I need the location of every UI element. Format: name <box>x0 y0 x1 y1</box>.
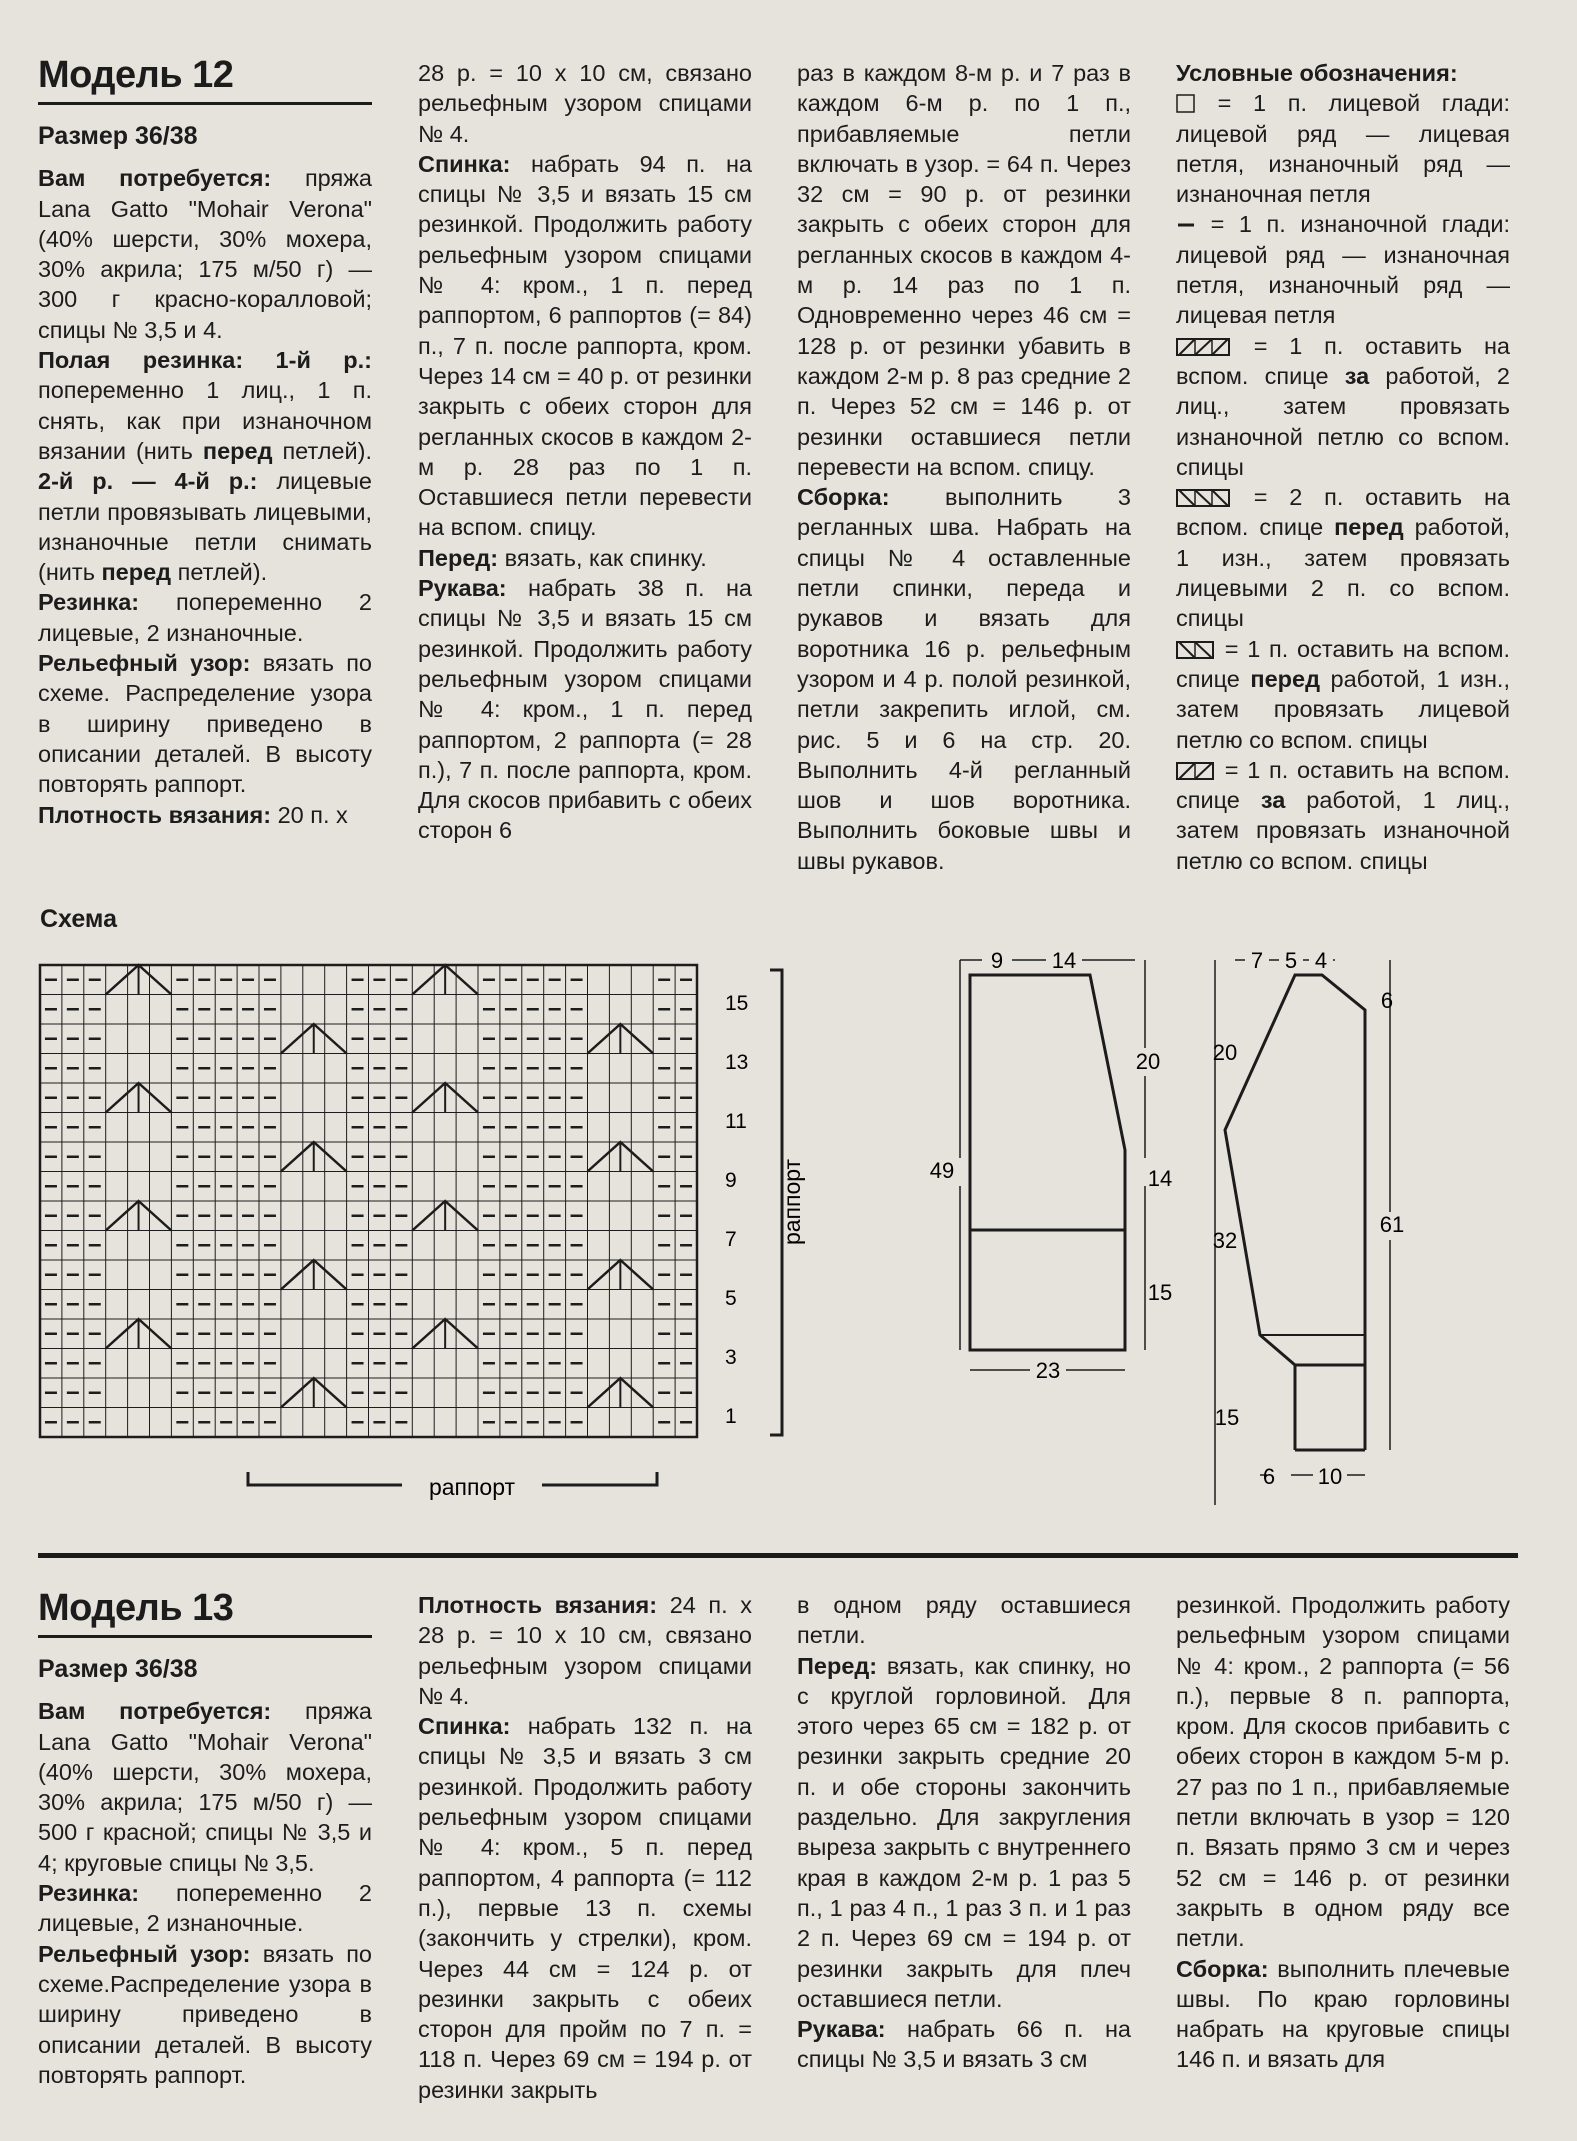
paragraph <box>38 1696 372 1878</box>
model12-size: Размер 36/38 <box>38 122 198 150</box>
paragraph-heading: Перед: <box>418 544 499 571</box>
legend-item <box>1176 634 1510 755</box>
schema-label: Схема <box>40 905 117 933</box>
body-schematic <box>900 930 1200 1400</box>
legend-item <box>1176 482 1510 633</box>
legend-item <box>1176 209 1510 330</box>
row-numbers <box>725 992 748 1428</box>
body-dim-top-left: 9 <box>990 948 1004 973</box>
paragraph <box>38 345 372 587</box>
paragraph-heading: Плотность вязания: <box>38 801 272 828</box>
legend-item <box>1176 331 1510 482</box>
paragraph-heading: Полая резинка: 1-й р.: <box>38 347 372 374</box>
paragraph <box>797 1590 1131 1651</box>
row-number: 7 <box>725 1227 737 1251</box>
paragraph-text: раз в каждом 8-м р. и 7 раз в каждом 6-м р. по 1 п., прибавляемые петли включать в узор. = 64 п. Через 32 см = 90 р. от резинки закрыть с обеих сторон для регланных скосов в каждом 4-м р. 14 раз по 1 п. Одновременно через 46 см = 128 р. от резинки убавить в каждом 2-м р. 8 раз средние 2 п. Через 52 см = 146 р. от резинки оставшиеся петли перевести на вспом. спицу. <box>797 60 1131 480</box>
row-number: 5 <box>725 1286 737 1310</box>
model12-col2 <box>418 58 752 846</box>
paragraph-heading: Рельефный узор: <box>38 650 251 677</box>
sleeve-dim-raglan: 20 <box>1212 1040 1238 1065</box>
paragraph-text: выполнить 3 регланных шва. Набрать на спицы № 4 оставленные петли спинки, переда и рукавов и вязать для воротника 16 р. рельефным узором и 4 р. полой резинкой, петли закрепить иглой, см. рис. 5 и 6 на стр. 20. Выполнить 4-й регланный шов и шов воротника. Выполнить боковые швы и швы рукавов. <box>797 484 1131 874</box>
paragraph <box>418 573 752 846</box>
section-divider <box>38 1553 1518 1558</box>
legend-text: = 1 п. оставить на вспом. спице за работой, 2 лиц., затем провязать изнаночной петлю со вспом. спицы <box>1176 332 1510 480</box>
paragraph-text: вязать, как спинку. <box>498 544 707 571</box>
model13-col1-text <box>38 1696 372 2090</box>
model12-col1 <box>38 52 372 830</box>
model13-size: Размер 36/38 <box>38 1655 198 1683</box>
sleeve-dim-bottom-b: 10 <box>1317 1464 1343 1489</box>
paragraph <box>797 1651 1131 2015</box>
paragraph-text: попеременно 2 лицевые, 2 изнаночные. <box>38 1880 372 1937</box>
paragraph-heading: Резинка: <box>38 1880 140 1907</box>
paragraph-text: набрать 66 п. на спицы № 3,5 и вязать 3 см <box>797 2016 1131 2073</box>
paragraph <box>38 163 372 345</box>
model13-col4 <box>1176 1590 1510 2075</box>
paragraph <box>38 1878 372 1939</box>
paragraph-heading: Плотность вязания: <box>418 1592 658 1618</box>
body-dim-mid: 14 <box>1147 1166 1173 1191</box>
sleeve-dim-total: 61 <box>1379 1212 1405 1237</box>
paragraph-text: вязать, как спинку, но с круглой горловиной. Для этого через 65 см = 182 р. от резинки закрыть средние 20 п. и обе стороны закончить раздельно. Для закругления выреза закрыть с внутреннего края в каждом 2-м р. 1 раз 5 п., 1 раз 4 п., 1 раз 3 п. и 1 раз 2 п. Через 69 см = 194 р. от резинки закрыть для плеч оставшиеся петли. <box>797 1652 1131 2012</box>
model12-col3-text <box>797 58 1131 876</box>
chart-grid <box>40 965 697 1437</box>
paragraph <box>38 648 372 799</box>
paragraph-heading: Вам потребуется: <box>38 1698 272 1725</box>
body-outline <box>970 975 1125 1350</box>
paragraph-text: 24 п. х 28 р. = 10 х 10 см, связано рельефным узором спицами № 4. <box>418 1592 752 1709</box>
paragraph-text: вязать по схеме.Распределение узора в ширину приведено в описании деталей. В высоту повторять раппорт. <box>38 1940 372 2088</box>
pattern-chart <box>30 950 810 1530</box>
paragraph-text: пряжа Lana Gatto "Mohair Verona" (40% шерсти, 30% мохера, 30% акрила; 175 м/50 г) — 300 г красно-коралловой; спицы № 3,5 и 4. <box>38 165 372 343</box>
paragraph-heading: Рельефный узор: <box>38 1940 251 1967</box>
sleeve-dim-top-a: 7 <box>1250 948 1264 973</box>
paragraph-text: в одном ряду оставшиеся петли. <box>797 1592 1131 1649</box>
paragraph <box>38 800 372 830</box>
model13-col3-text <box>797 1590 1131 2075</box>
model12-col3 <box>797 58 1131 876</box>
paragraph <box>1176 1954 1510 2075</box>
model13-col2 <box>418 1590 752 2105</box>
model13-title: Модель 13 <box>38 1585 372 1638</box>
model12-col2-text <box>418 58 752 846</box>
body-dim-height: 49 <box>929 1158 955 1183</box>
paragraph-text: набрать 132 п. на спицы № 3,5 и вязать 3 см резинкой. Продолжить работу рельефным узором спицами № 4: кром., 5 п. перед раппортом, 4 раппорта (= 112 п.), первые 13 п. схемы (закончить у стрелки), кром. Через 44 см = 124 р. от резинки закрыть с обеих сторон для пройм по 7 п. = 118 п. Через 69 см = 194 р. от резинки закрыть <box>418 1713 752 2103</box>
paragraph <box>418 1590 752 1711</box>
paragraph-text: пряжа Lana Gatto "Mohair Verona" (40% шерсти, 30% мохера, 30% акрила; 175 м/50 г) — 500 г красной; спицы № 3,5 и 4; круговые спицы № 3,5. <box>38 1698 372 1876</box>
paragraph-text: набрать 94 п. на спицы № 3,5 и вязать 15 см резинкой. Продолжить работу рельефным узором спицами № 4: кром., 1 п. перед раппортом, 6 раппортов (= 84) п., 7 п. после раппорта, кром. Через 14 см = 40 р. от резинки закрыть с обеих сторон для регланных скосов в каждом 2-м р. 28 раз по 1 п. Оставшиеся петли перевести на вспом. спицу. <box>418 150 752 541</box>
paragraph <box>1176 1590 1510 1954</box>
legend-purl-symbol <box>1176 211 1196 237</box>
paragraph-heading: Рукава: <box>797 2016 886 2043</box>
legend-list <box>1176 88 1510 876</box>
legend-knit-symbol <box>1176 90 1196 116</box>
sleeve-dim-top-c: 4 <box>1314 948 1328 973</box>
sleeve-schematic <box>1195 930 1435 1530</box>
paragraph <box>797 58 1131 482</box>
paragraph-text: набрать 38 п. на спицы № 3,5 и вязать 15 см резинкой. Продолжить работу рельефным узором спицами № 4: кром., 1 п. перед раппортом, 2 раппорта (= 28 п.), 7 п. после раппорта, кром. Для скосов прибавить с обеих сторон 6 <box>418 575 752 844</box>
sleeve-dim-top-side: 6 <box>1380 988 1394 1013</box>
paragraph <box>797 482 1131 876</box>
paragraph <box>797 2014 1131 2075</box>
paragraph-heading: Резинка: <box>38 589 140 616</box>
model12-title: Модель 12 <box>38 52 372 105</box>
legend-item <box>1176 755 1510 876</box>
paragraph <box>38 587 372 648</box>
legend-cable-back1-symbol <box>1176 757 1216 783</box>
paragraph <box>418 58 752 149</box>
row-number: 13 <box>725 1050 749 1074</box>
body-dim-top-right: 14 <box>1051 948 1077 973</box>
paragraph <box>38 1939 372 2090</box>
sleeve-dim-bottom-a: 6 <box>1262 1464 1276 1489</box>
row-number: 9 <box>725 1168 737 1192</box>
legend-item <box>1176 88 1510 209</box>
paragraph-heading: Спинка: <box>418 1713 511 1740</box>
rapport-label-horizontal: раппорт <box>428 1474 516 1500</box>
row-number: 1 <box>725 1404 737 1428</box>
paragraph-heading: Рукава: <box>418 575 507 602</box>
paragraph-text: 20 п. х <box>271 801 348 828</box>
paragraph-text: попеременно 1 лиц., 1 п. снять, как при изнаночном вязании (нить перед петлей). 2-й р. — 4-й р.: лицевые петли провязывать лицевыми, изнаночные петли снимать (нить перед петлей). <box>38 377 372 586</box>
legend-text: = 1 п. лицевой глади: лицевой ряд — лицевая петля, изнаночный ряд — изнаночная петля <box>1176 90 1511 208</box>
model13-col3 <box>797 1590 1131 2075</box>
legend-text: = 1 п. оставить на вспом. спице за работой, 1 лиц., затем провязать изнаночной петлю со вспом. спицы <box>1176 756 1511 874</box>
paragraph-text: резинкой. Продолжить работу рельефным узором спицами № 4: кром., 2 раппорта (= 56 п.), первые 8 п. раппорта, кром. Для скосов прибавить с обеих сторон в каждом 5-м р. 27 раз по 1 п., прибавляемые петли включать в узор = 120 п. Вязать прямо 3 см и через 52 см = 146 р. от резинки закрыть в одном ряду все петли. <box>1176 1592 1510 1952</box>
model12-col1-text <box>38 163 372 830</box>
body-dim-width: 23 <box>1035 1358 1061 1383</box>
legend-title: Условные обозначения: <box>1176 60 1458 86</box>
row-number: 3 <box>725 1345 737 1369</box>
model13-col2-text <box>418 1590 752 2105</box>
rapport-label-vertical: раппорт <box>779 1158 805 1246</box>
model13-col1 <box>38 1585 372 2090</box>
legend-cable-front2-symbol <box>1176 484 1232 510</box>
paragraph-text: 28 р. = 10 х 10 см, связано рельефным узором спицами № 4. <box>418 60 752 147</box>
row-number: 11 <box>725 1109 747 1133</box>
legend-text: = 1 п. оставить на вспом. спице перед работой, 1 изн., затем провязать лицевой петлю со вспом. спицы <box>1176 635 1511 753</box>
paragraph-heading: Сборка: <box>797 484 890 511</box>
paragraph-text: попеременно 2 лицевые, 2 изнаночные. <box>38 589 372 646</box>
legend-text: = 1 п. изнаночной глади: лицевой ряд — изнаночная петля, изнаночный ряд — лицевая петля <box>1176 211 1510 329</box>
paragraph-heading: Перед: <box>797 1652 878 1679</box>
paragraph-text: вязать по схеме. Распределение узора в ширину приведено в описании деталей. В высоту повторять раппорт. <box>38 650 372 798</box>
sleeve-dim-top-b: 5 <box>1284 948 1298 973</box>
paragraph-heading: Сборка: <box>1176 1955 1269 1982</box>
paragraph <box>418 543 752 573</box>
paragraph <box>418 149 752 543</box>
paragraph-heading: Вам потребуется: <box>38 165 272 192</box>
legend-cable-front1-symbol <box>1176 636 1216 662</box>
paragraph <box>418 1711 752 2105</box>
model12-legend <box>1176 58 1510 876</box>
legend-cable-back-symbol <box>1176 333 1232 359</box>
legend-text: = 2 п. оставить на вспом. спице перед работой, 1 изн., затем провязать лицевыми 2 п. со вспом. спицы <box>1176 484 1510 632</box>
body-dim-bottom-side: 15 <box>1147 1280 1173 1305</box>
sleeve-dim-length: 32 <box>1212 1228 1238 1253</box>
paragraph-heading: Спинка: <box>418 150 511 177</box>
sleeve-dim-cuff: 15 <box>1214 1405 1240 1430</box>
sleeve-outline <box>1225 975 1365 1365</box>
paragraph-text: выполнить плечевые швы. По краю горловины набрать на круговые спицы 146 п. и вязать для <box>1176 1955 1510 2073</box>
model13-col4-text <box>1176 1590 1510 2075</box>
row-number: 15 <box>725 991 749 1015</box>
body-dim-raglan: 20 <box>1135 1049 1161 1074</box>
